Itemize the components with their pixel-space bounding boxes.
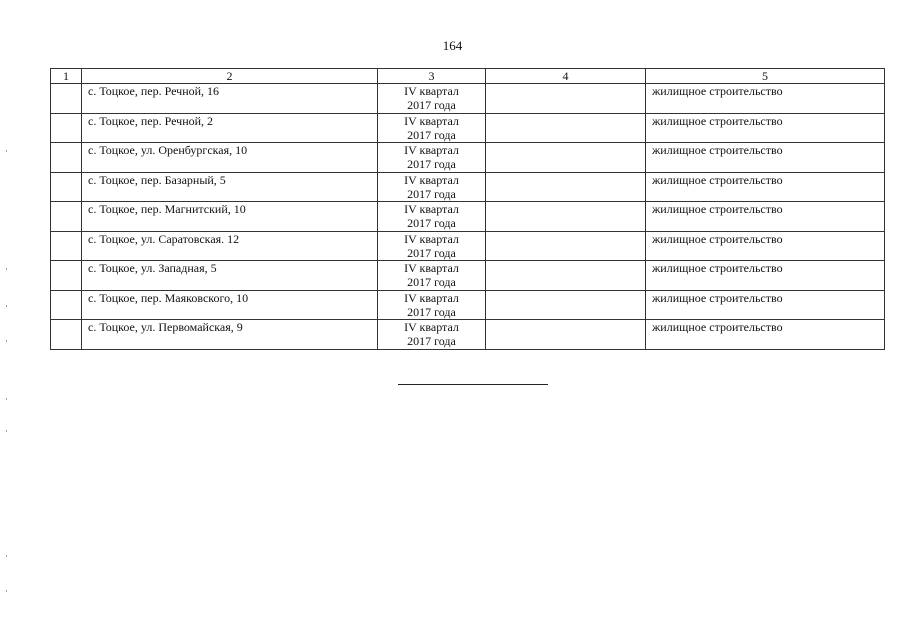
period-quarter: IV квартал [404,143,459,157]
column-4-cell [486,172,646,202]
address-cell: с. Тоцкое, пер. Маяковского, 10 [82,290,378,320]
table-row [51,320,885,350]
scan-edge-mark [6,340,7,342]
period-cell [378,172,486,202]
period-quarter: IV квартал [404,172,459,187]
period-cell [378,202,486,232]
table-row [51,84,885,114]
row-number-cell [51,143,82,173]
purpose-cell: жилищное строительство [646,202,885,232]
purpose-cell: жилищное строительство [646,320,885,350]
table-row [51,202,885,232]
scan-edge-mark [6,305,7,307]
address-cell: с. Тоцкое, пер. Базарный, 5 [82,172,378,202]
scan-edge-mark [6,398,7,400]
row-number-cell [51,202,82,232]
address-cell: с. Тоцкое, ул. Первомайская, 9 [82,320,378,350]
address-cell: с. Тоцкое, пер. Магнитский, 10 [82,202,378,232]
period-cell [378,113,486,143]
purpose-cell: жилищное строительство [646,290,885,320]
purpose-cell: жилищное строительство [646,113,885,143]
period-year: 2017 года [407,98,456,112]
period-year: 2017 года [407,275,456,289]
period-year: 2017 года [407,157,456,171]
row-number-cell [51,290,82,320]
column-4-cell [486,290,646,320]
scan-edge-mark [6,590,7,592]
table-body [51,84,885,350]
period-year: 2017 года [407,127,456,142]
column-header-5: 5 [646,69,885,84]
purpose-cell: жилищное строительство [646,172,885,202]
purpose-cell: жилищное строительство [646,261,885,291]
period-quarter: IV квартал [404,290,459,305]
table-row [51,261,885,291]
document-table [50,68,885,350]
period-cell [378,290,486,320]
row-number-cell [51,231,82,261]
page-number: 164 [442,38,463,53]
purpose-cell: жилищное строительство [646,84,885,114]
address-cell: с. Тоцкое, пер. Речной, 2 [82,113,378,143]
column-header-4: 4 [486,69,646,84]
column-4-cell [486,231,646,261]
period-quarter: IV квартал [404,202,459,216]
purpose-cell: жилищное строительство [646,143,885,173]
period-cell [378,231,486,261]
row-number-cell [51,172,82,202]
column-header-3: 3 [378,69,486,84]
column-4-cell [486,84,646,114]
period-year: 2017 года [407,334,456,348]
table-header-row [51,69,885,84]
row-number-cell [51,320,82,350]
period-quarter: IV квартал [404,320,459,334]
row-number-cell [51,113,82,143]
period-cell [378,143,486,173]
period-quarter: IV квартал [404,231,459,246]
column-header-1: 1 [51,69,82,84]
period-quarter: IV квартал [404,84,459,98]
period-year: 2017 года [407,245,456,260]
period-cell [378,320,486,350]
scan-edge-mark [6,268,7,270]
table-row [51,113,885,143]
period-year: 2017 года [407,304,456,319]
row-number-cell [51,261,82,291]
period-quarter: IV квартал [404,113,459,128]
scan-edge-mark [6,150,7,152]
address-cell: с. Тоцкое, ул. Оренбургская, 10 [82,143,378,173]
row-number-cell [51,84,82,114]
column-4-cell [486,202,646,232]
purpose-cell: жилищное строительство [646,231,885,261]
table-row [51,231,885,261]
period-quarter: IV квартал [404,261,459,275]
address-cell: с. Тоцкое, ул. Саратовская. 12 [82,231,378,261]
table-row [51,172,885,202]
column-4-cell [486,261,646,291]
end-of-table-rule [398,384,548,385]
column-4-cell [486,320,646,350]
period-cell [378,261,486,291]
address-cell: с. Тоцкое, ул. Западная, 5 [82,261,378,291]
column-4-cell [486,113,646,143]
table-row [51,143,885,173]
scan-edge-mark [6,430,7,432]
period-year: 2017 года [407,186,456,201]
table-header [51,69,885,84]
period-year: 2017 года [407,216,456,230]
scan-edge-mark [6,555,7,557]
column-header-2: 2 [82,69,378,84]
address-cell: с. Тоцкое, пер. Речной, 16 [82,84,378,114]
period-cell [378,84,486,114]
column-4-cell [486,143,646,173]
table-row [51,290,885,320]
